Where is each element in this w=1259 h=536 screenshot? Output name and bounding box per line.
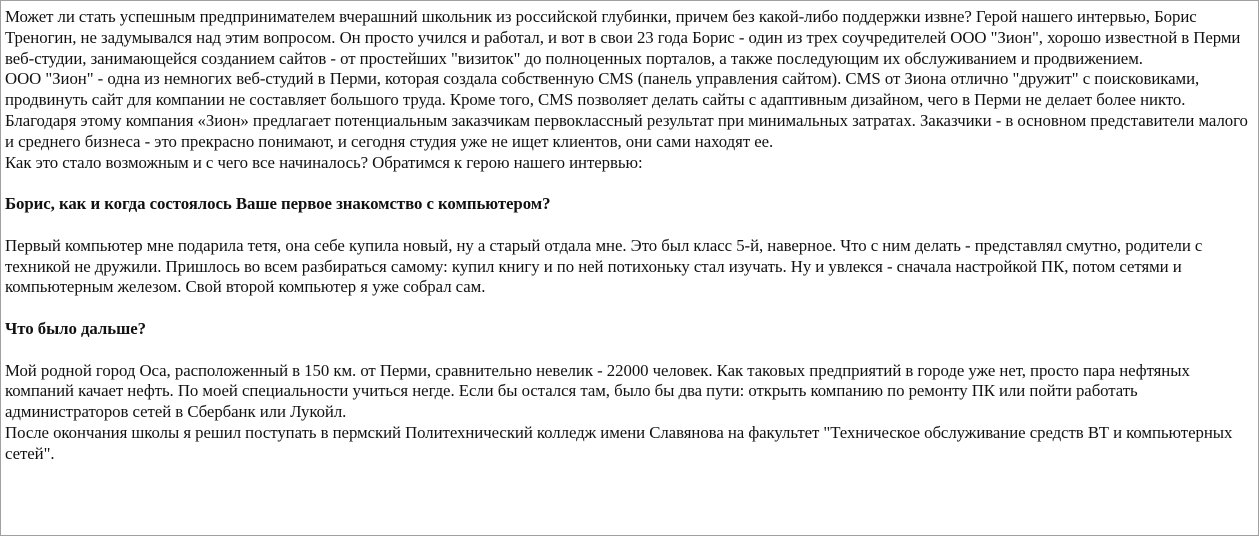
question-2: Что было дальше? bbox=[5, 318, 146, 338]
intro-paragraph-3: Как это стало возможным и с чего все начиналось? Обратимся к герою нашего интервью: bbox=[5, 152, 643, 172]
spacer bbox=[5, 215, 1257, 236]
answer-2-paragraph-2: После окончания школы я решил поступать в пермский Политехнический колледж имени Славянова на факультет "Техническое обслуживание средств ВТ и компьютерных сетей". bbox=[5, 422, 1233, 463]
question-1: Борис, как и когда состоялось Ваше первое знакомство с компьютером? bbox=[5, 194, 551, 214]
answer-2-paragraph-1: Мой родной город Оса, расположенный в 150 км. от Перми, сравнительно невелик - 22000 человек. Как таковых предприятий в городе уже нет, просто пара нефтяных компаний качает нефть. По моей специальности учиться негде. Если бы остался там, было бы два пути: открыть компанию по ремонту ПК или пойти работать администраторов сетей в Сбербанк или Лукойл. bbox=[5, 360, 1190, 422]
spacer bbox=[5, 298, 1257, 319]
spacer bbox=[5, 173, 1257, 194]
intro-paragraph-1: Может ли стать успешным предпринимателем вчерашний школьник из российской глубинки, причем без какой-либо поддержки извне? Герой нашего интервью, Борис Треногин, не задумывался над этим вопросом. Он просто учился и работал, и вот в свои 23 года Борис - один из трех соучредителей ООО "Зион", хорошо известной в Перми веб-студии, занимающейся созданием сайтов - от простейших "визиток" до полноценных порталов, а также последующим их обслуживанием и продвижением. bbox=[5, 7, 1241, 68]
answer-1: Первый компьютер мне подарила тетя, она себе купила новый, ну а старый отдала мне. Это был класс 5-й, наверное. Что с ним делать - представлял смутно, родители с техникой не дружили. Пришлось во всем разбираться самому: купил книгу и по ней потихоньку стал изучать. Ну и увлекся - сначала настройкой ПК, потом сетями и компьютерным железом. Свой второй компьютер я уже собрал сам. bbox=[5, 235, 1203, 297]
article-body bbox=[5, 7, 1257, 465]
intro-paragraph-2: ООО "Зион" - одна из немногих веб-студий в Перми, которая создала собственную CMS (панель управления сайтом). CMS от Зиона отлично "дружит" с поисковиками, продвинуть сайт для компании не составляет большого труда. Кроме того, CMS позволяет делать сайты с адаптивным дизайном, чего в Перми не делает более никто. Благодаря этому компания «Зион» предлагает потенциальным заказчикам первоклассный результат при минимальных затратах. Заказчики - в основном представители малого и среднего бизнеса - это прекрасно понимают, и сегодня студия уже не ищет клиентов, они сами находят ее. bbox=[5, 69, 1248, 151]
spacer bbox=[5, 340, 1257, 361]
